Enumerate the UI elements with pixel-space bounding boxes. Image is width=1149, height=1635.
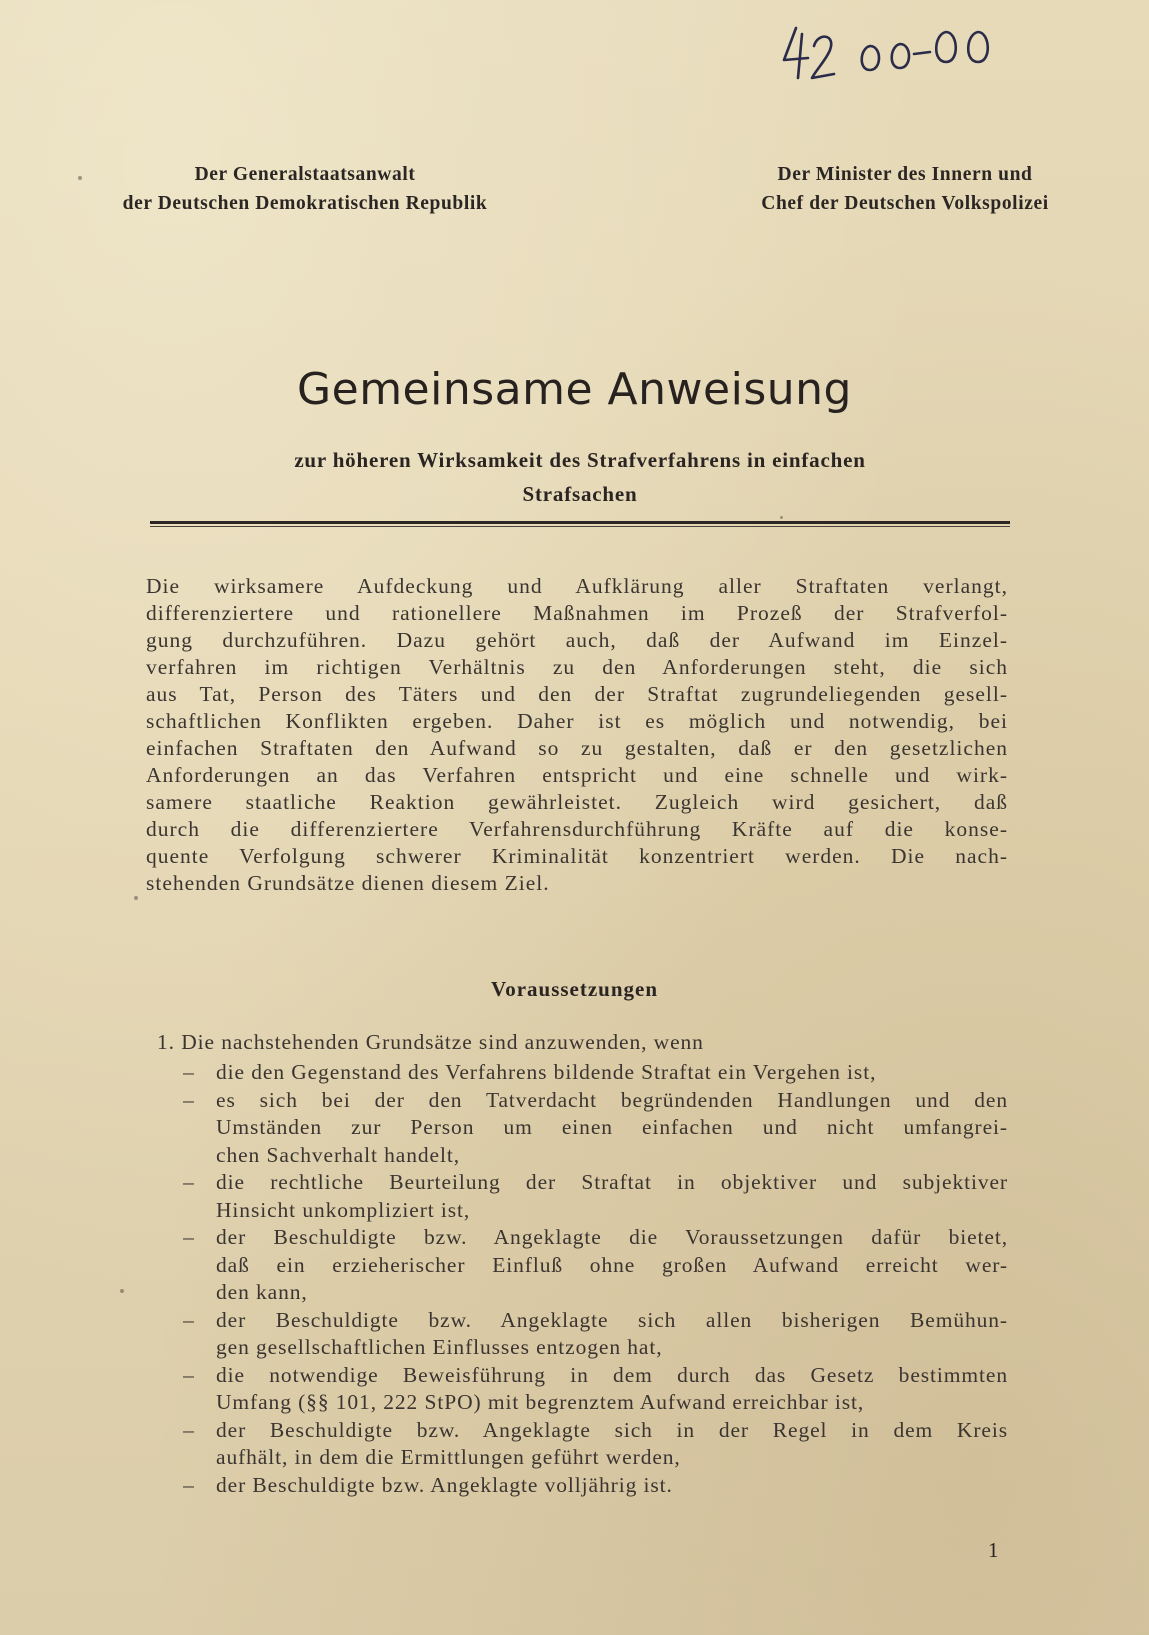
intro-line: Anforderungen an das Verfahren entspricht und eine schnelle und wirk-: [146, 763, 1008, 787]
intro-line: aus Tat, Person des Täters und den der Straftat zugrundeliegenden gesell-: [146, 682, 1008, 706]
issuer-right-line-2: Chef der Deutschen Volkspolizei: [761, 193, 1049, 214]
condition-line: die rechtliche Beurteilung der Straftat in objektiver und subjektiver: [216, 1170, 1008, 1194]
intro-line: gung durchzuführen. Dazu gehört auch, daß der Aufwand im Einzel-: [146, 628, 1008, 652]
paper-speck: [78, 176, 82, 180]
title-divider-thin: [150, 526, 1010, 527]
intro-line: differenziertere und rationellere Maßnahmen im Prozeß der Strafverfol-: [146, 601, 1008, 625]
condition-item: [178, 1472, 1008, 1500]
condition-line: den kann,: [216, 1280, 308, 1304]
issuer-left-line-2: der Deutschen Demokratischen Republik: [122, 193, 488, 214]
issuer-right-line-1: Der Minister des Innern und: [777, 164, 1033, 185]
dash-bullet: –: [183, 1307, 195, 1332]
condition-line: der Beschuldigte bzw. Angeklagte die Voraussetzungen dafür bietet,: [216, 1225, 1008, 1249]
dash-bullet: –: [183, 1087, 195, 1112]
handwritten-file-number: [778, 22, 1048, 84]
condition-item: [178, 1169, 1008, 1224]
condition-line: Umständen zur Person um einen einfachen und nicht umfangrei-: [216, 1115, 1008, 1139]
condition-item: [178, 1224, 1008, 1307]
title-divider: [150, 521, 1010, 524]
condition-line: es sich bei der den Tatverdacht begründenden Handlungen und den: [216, 1087, 1008, 1112]
condition-item: [178, 1417, 1008, 1472]
condition-line: Hinsicht unkompliziert ist,: [216, 1197, 471, 1222]
dash-bullet: –: [183, 1417, 195, 1442]
condition-line: Umfang (§§ 101, 222 StPO) mit begrenztem Aufwand erreichbar ist,: [216, 1390, 865, 1414]
intro-line: einfachen Straftaten den Aufwand so zu gestalten, daß er den gesetzlichen: [146, 736, 1008, 760]
condition-item: [178, 1059, 1008, 1087]
intro-line: samere staatliche Reaktion gewährleistet. Zugleich wird gesichert, daß: [146, 790, 1008, 814]
condition-line: chen Sachverhalt handelt,: [216, 1142, 460, 1167]
intro-line: verfahren im richtigen Verhältnis zu den Anforderungen steht, die sich: [146, 655, 1008, 679]
condition-line: der Beschuldigte bzw. Angeklagte volljährig ist.: [216, 1472, 673, 1497]
document-title: Gemeinsame Anweisung: [297, 364, 852, 415]
intro-paragraph: [146, 573, 1008, 897]
section-heading-prerequisites: Voraussetzungen: [490, 977, 659, 1001]
condition-line: gen gesellschaftlichen Einflusses entzogen hat,: [216, 1335, 663, 1359]
intro-line: schaftlichen Konflikten ergeben. Daher ist es möglich und notwendig, bei: [146, 709, 1008, 733]
conditions-list: [178, 1059, 1008, 1499]
dash-bullet: –: [183, 1362, 195, 1387]
condition-item: [178, 1087, 1008, 1170]
issuer-minister-interior: [710, 160, 1100, 218]
intro-line: stehenden Grundsätze dienen diesem Ziel.: [146, 871, 550, 895]
intro-line: quente Verfolgung schwerer Kriminalität konzentriert werden. Die nach-: [146, 844, 1008, 868]
intro-line: durch die differenziertere Verfahrensdurchführung Kräfte auf die konse-: [146, 817, 1008, 841]
subtitle-line-1: zur höheren Wirksamkeit des Strafverfahrens in einfachen: [294, 448, 866, 472]
document-subtitle: [150, 443, 1010, 511]
condition-line: die notwendige Beweisführung in dem durch das Gesetz bestimmten: [216, 1362, 1008, 1387]
condition-line: der Beschuldigte bzw. Angeklagte sich allen bisherigen Bemühun-: [216, 1307, 1008, 1332]
condition-line: aufhält, in dem die Ermittlungen geführt werden,: [216, 1445, 681, 1469]
condition-item: [178, 1307, 1008, 1362]
dash-bullet: –: [183, 1060, 195, 1084]
intro-line: Die wirksamere Aufdeckung und Aufklärung aller Straftaten verlangt,: [146, 574, 1008, 598]
issuer-left-line-1: Der Generalstaatsanwalt: [194, 164, 416, 185]
condition-line: der Beschuldigte bzw. Angeklagte sich in der Regel in dem Kreis: [216, 1417, 1008, 1442]
paper-speck: [134, 896, 138, 900]
subtitle-line-2: Strafsachen: [522, 482, 638, 506]
paper-speck: [780, 516, 783, 519]
paper-speck: [120, 1289, 124, 1293]
condition-line: daß ein erzieherischer Einfluß ohne großen Aufwand erreicht wer-: [216, 1252, 1008, 1277]
list-intro: 1. Die nachstehenden Grundsätze sind anzuwenden, wenn: [157, 1030, 704, 1054]
condition-line: die den Gegenstand des Verfahrens bildende Straftat ein Vergehen ist,: [216, 1060, 877, 1084]
dash-bullet: –: [183, 1225, 195, 1249]
page-number: 1: [988, 1538, 999, 1562]
condition-item: [178, 1362, 1008, 1417]
dash-bullet: –: [183, 1472, 195, 1497]
handwritten-note-drawing: [778, 22, 1048, 84]
issuer-prosecutor-general: [70, 160, 540, 218]
dash-bullet: –: [183, 1170, 195, 1194]
